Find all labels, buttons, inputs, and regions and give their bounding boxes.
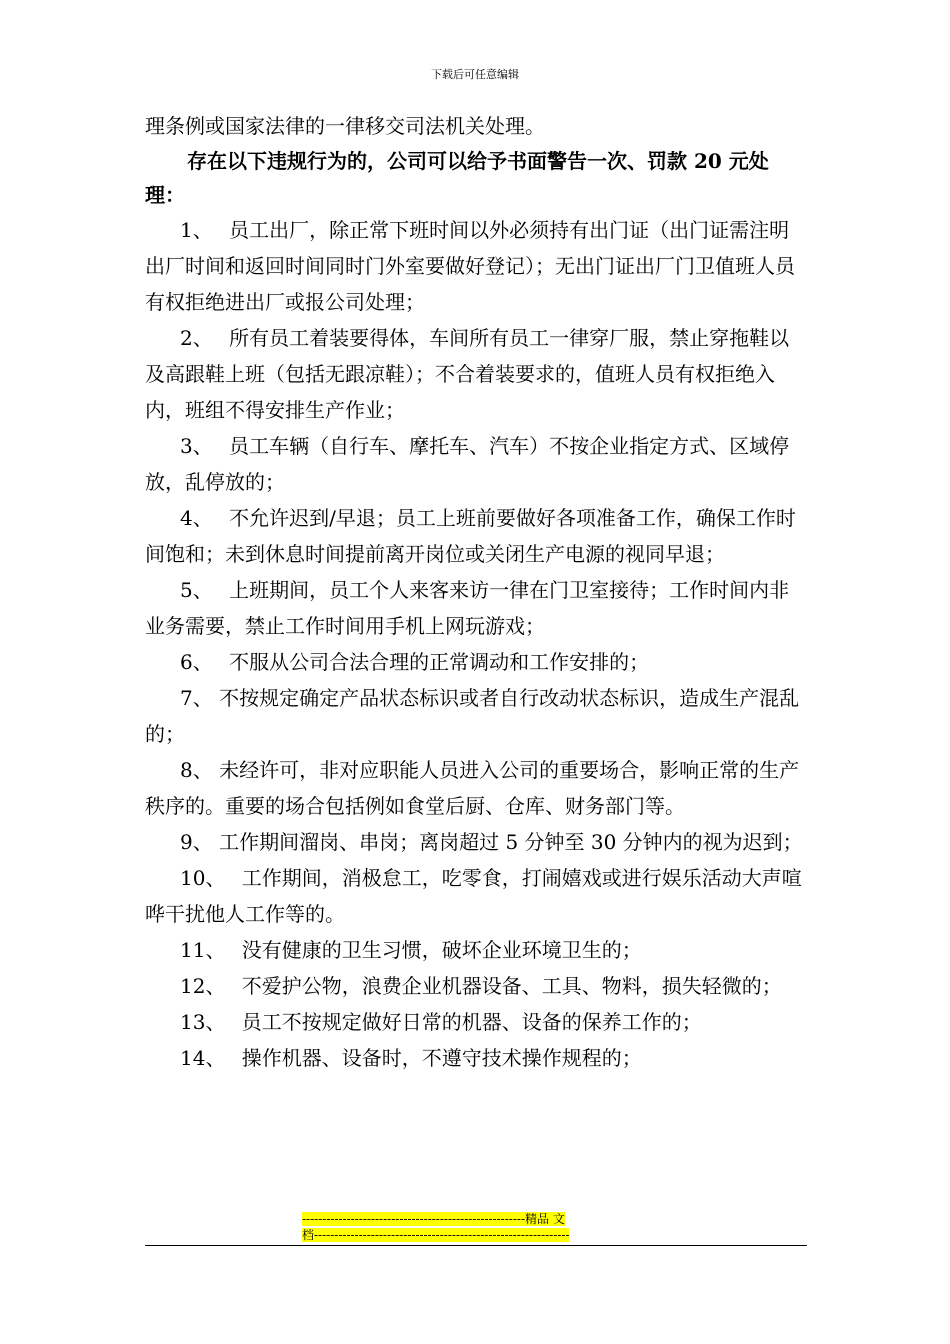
rule-item-2: 2、 所有员工着装要得体，车间所有员工一律穿厂服，禁止穿拖鞋以及高跟鞋上班（包括无跟凉鞋）；不合着装要求的，值班人员有权拒绝入内，班组不得安排生产作业；	[145, 326, 790, 422]
page-header: 下载后可任意编辑	[431, 68, 519, 81]
continuation-paragraph: 理条例或国家法律的一律移交司法机关处理。	[145, 114, 545, 138]
footer-highlight-2: 档---------------------------------------------------------------	[302, 1228, 570, 1242]
rule-item-1: 1、 员工出厂，除正常下班时间以外必须持有出门证（出门证需注明出厂时间和返回时间同时门外室要做好登记）；无出门证出厂门卫值班人员有权拒绝进出厂或报公司处理；	[145, 218, 795, 314]
rule-item-6: 6、 不服从公司合法合理的正常调动和工作安排的；	[180, 650, 650, 674]
footer-line-1	[302, 1211, 647, 1227]
document-body	[145, 108, 805, 1076]
rule-item-10: 10、 工作期间，消极怠工，吃零食，打闹嬉戏或进行娱乐活动大声喧哗干扰他人工作等的。	[145, 866, 802, 926]
rule-item-3: 3、 员工车辆（自行车、摩托车、汽车）不按企业指定方式、区域停放，乱停放的；	[145, 434, 790, 494]
rule-item-9: 9、 工作期间溜岗、串岗；离岗超过 5 分钟至 30 分钟内的视为迟到；	[180, 830, 803, 854]
footer-line-2	[302, 1227, 647, 1243]
footer-divider	[145, 1245, 807, 1246]
rule-item-7: 7、 不按规定确定产品状态标识或者自行改动状态标识，造成生产混乱的；	[145, 686, 800, 746]
rule-item-8: 8、 未经许可，非对应职能人员进入公司的重要场合，影响正常的生产秩序的。重要的场合包括例如食堂后厨、仓库、财务部门等。	[145, 758, 800, 818]
rule-item-5: 5、 上班期间，员工个人来客来访一律在门卫室接待；工作时间内非业务需要，禁止工作时间用手机上网玩游戏；	[145, 578, 790, 638]
rule-item-13: 13、 员工不按规定做好日常的机器、设备的保养工作的；	[180, 1010, 702, 1034]
page-footer	[302, 1211, 647, 1243]
section-heading: 存在以下违规行为的，公司可以给予书面警告一次、罚款 20 元处理：	[145, 149, 769, 207]
rule-item-11: 11、 没有健康的卫生习惯，破坏企业环境卫生的；	[180, 938, 642, 962]
rule-item-4: 4、 不允许迟到/早退；员工上班前要做好各项准备工作，确保工作时间饱和；未到休息时间提前离开岗位或关闭生产电源的视同早退；	[145, 506, 796, 566]
rule-item-12: 12、 不爱护公物，浪费企业机器设备、工具、物料，损失轻微的；	[180, 974, 782, 998]
footer-highlight-1: -------------------------------------------------------精品 文	[302, 1212, 565, 1226]
rule-item-14: 14、 操作机器、设备时，不遵守技术操作规程的；	[180, 1046, 642, 1070]
